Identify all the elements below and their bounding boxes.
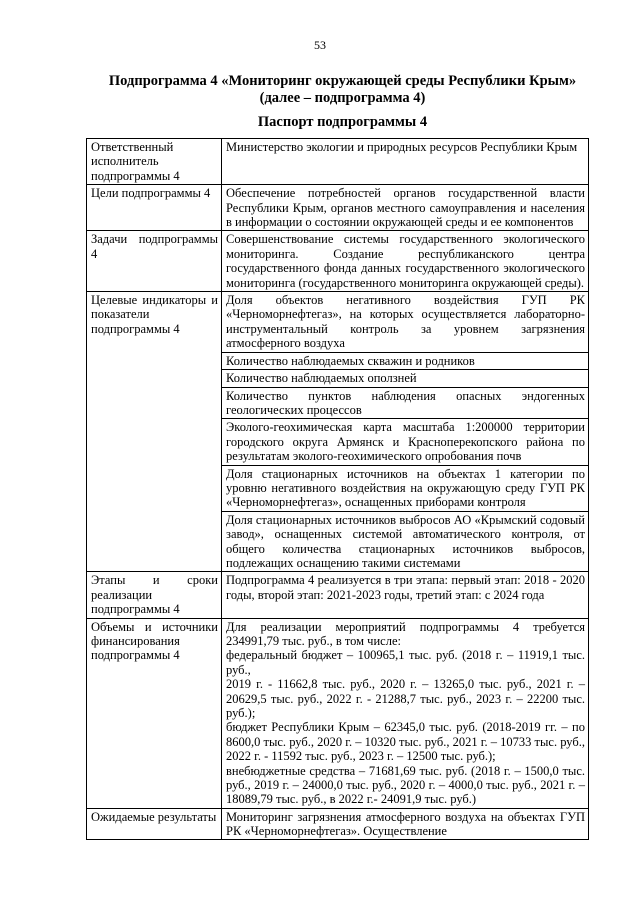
indicator-item: Количество наблюдаемых скважин и родников — [222, 352, 589, 369]
row-goals — [87, 185, 589, 231]
funding-paragraph: 2019 г. - 11662,8 тыс. руб., 2020 г. – 13265,0 тыс. руб., 2021 г. – 20629,5 тыс. руб., 2022 г. - 21288,7 тыс. руб., 2023 г. – 22200 тыс. руб.); — [226, 677, 585, 721]
row-value — [222, 618, 589, 808]
funding-paragraph: Для реализации мероприятий подпрограммы 4 требуется 234991,79 тыс. руб., в том числе: — [226, 619, 585, 648]
row-tasks — [87, 231, 589, 292]
passport-table — [86, 138, 589, 840]
row-funding — [87, 618, 589, 808]
indicator-item: Доля объектов негативного воздействия ГУП РК «Черноморнефтегаз», на которых осуществляется лабораторно-инструментальный контроль за уровнем загрязнения атмосферного воздуха — [222, 292, 589, 353]
row-label: Объемы и источники финансирования подпрограммы 4 — [87, 618, 222, 808]
row-results — [87, 808, 589, 839]
funding-paragraph: бюджет Республики Крым – 62345,0 тыс. руб. (2018-2019 гг. – по 8600,0 тыс. руб., 2020 г. – 10320 тыс. руб., 2021 г. – 10733 тыс. руб., 2022 г. - 11592 тыс. руб., 2023 г. – 12500 тыс. руб.); — [226, 720, 585, 764]
row-value: Подпрограмма 4 реализуется в три этапа: первый этап: 2018 - 2020 годы, второй этап: 2021-2023 годы, третий этап: с 2024 года — [222, 572, 589, 618]
row-value — [222, 808, 589, 839]
indicator-item: Доля стационарных источников на объектах 1 категории по уровню негативного воздействия на окружающую среду ГУП РК «Черноморнефтегаз», оснащенных приборами контроля — [222, 465, 589, 511]
indicator-item: Количество пунктов наблюдения опасных эндогенных геологических процессов — [222, 387, 589, 419]
results-text: Мониторинг загрязнения атмосферного воздуха на объектах ГУП РК «Черноморнефтегаз». Осуществление — [226, 809, 585, 838]
row-label: Этапы и сроки реализации подпрограммы 4 — [87, 572, 222, 618]
indicator-item: Эколого-геохимическая карта масштаба 1:200000 территории городского округа Армянск и Красноперекопского района по результатам эколого-геохимического опробования почв — [222, 419, 589, 465]
passport-title: Паспорт подпрограммы 4 — [257, 114, 428, 130]
row-value: Совершенствование системы государственного экологического мониторинга. Создание республиканского центра государственного фонда данных государственного экологического мониторинга (государственного мониторинга окружающей среды). — [222, 231, 589, 292]
row-label: Целевые индикаторы и показатели подпрограммы 4 — [87, 292, 222, 572]
row-value: Обеспечение потребностей органов государственной власти Республики Крым, органов местного самоуправления и населения в информации о состоянии окружающей среды и ее компонентов — [222, 185, 589, 231]
funding-paragraph: федеральный бюджет – 100965,1 тыс. руб. (2018 г. – 11919,1 тыс. руб., — [226, 648, 585, 677]
subprogram-title-note: (далее – подпрограмма 4) — [259, 90, 426, 106]
row-label: Цели подпрограммы 4 — [87, 185, 222, 231]
subprogram-title: Подпрограмма 4 «Мониторинг окружающей среды Республики Крым» — [108, 73, 577, 89]
funding-paragraph: внебюджетные средства – 71681,69 тыс. руб. (2018 г. – 1500,0 тыс. руб., 2019 г. – 24000,0 тыс. руб., 2020 г. – 4000,0 тыс. руб., 2021 г. – 18089,79 тыс. руб., в 2022 г.- 24091,9 тыс. руб.) — [226, 763, 585, 807]
row-stages — [87, 572, 589, 618]
row-label: Ответственный исполнитель подпрограммы 4 — [87, 139, 222, 185]
page-number: 53 — [314, 38, 326, 52]
row-value: Министерство экологии и природных ресурсов Республики Крым — [222, 139, 589, 185]
indicator-item: Доля стационарных источников выбросов АО «Крымский содовый завод», оснащенных системой автоматического контроля, от общего количества стационарных источников выбросов, подлежащих оснащению такими системами — [222, 511, 589, 572]
indicator-item: Количество наблюдаемых оползней — [222, 370, 589, 387]
row-responsible — [87, 139, 589, 185]
row-indicators — [87, 292, 589, 353]
row-label: Ожидаемые результаты — [87, 808, 222, 839]
row-label: Задачи подпрограммы 4 — [87, 231, 222, 292]
